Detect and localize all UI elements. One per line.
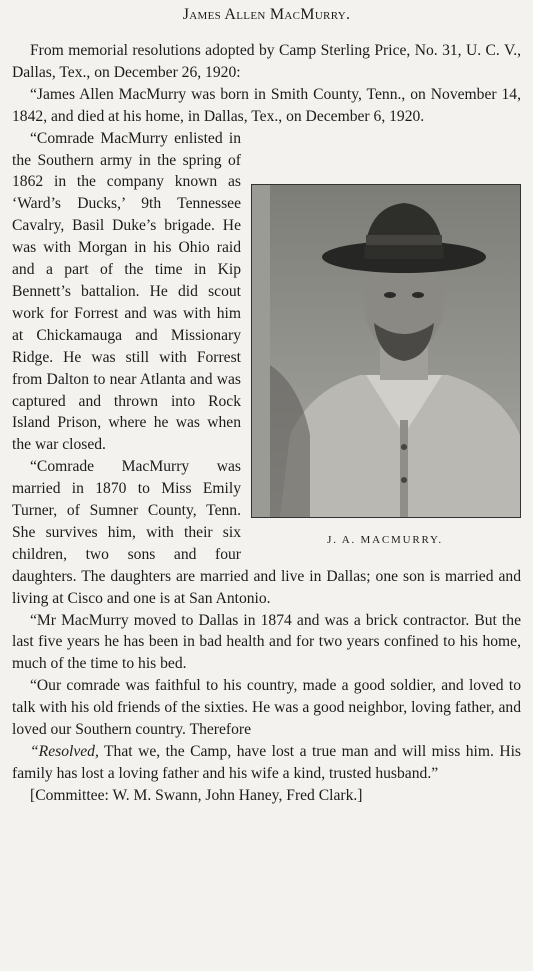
paragraph-family: “Comrade MacMurry was married in 1870 to Miss Emily Turner, of Sumner County, Tenn. She survives him, with their six children, two sons and four daughters. The daughters are married and live in Dallas; one son is married and living at Cisco and one is at San Antonio. — [12, 458, 521, 607]
paragraph-career: “Mr MacMurry moved to Dallas in 1874 and was a brick contractor. But the last five years he has been in bad health and for two years confined to his home, much of the time to his bed. — [12, 611, 521, 673]
article-body — [12, 40, 521, 807]
paragraph-intro: From memorial resolutions adopted by Camp Sterling Price, No. 31, U. C. V., Dallas, Tex., on December 26, 1920: — [12, 42, 521, 81]
paragraph-committee: [Committee: W. M. Swann, John Haney, Fred Clark.] — [30, 786, 363, 804]
paragraph-resolution — [12, 741, 521, 785]
paragraph-service: J. A. MACMURRY. “Comrade MacMurry enlisted in the Southern army in the spring of 1862 in the company known as ‘Ward’s Ducks,’ 9th Tennessee Cavalry, Basil Duke’s brigade. He was with Morgan in his Ohio raid and a part of the time in Kip Bennett’s battalion. He did scout work for Forrest and was with him at Chickamauga and Missionary Ridge. He was still with Forrest from Dalton to near Atlanta and was captured and thrown into Rock Island Prison, where he was when the war closed. — [12, 128, 521, 457]
paragraph-birth: “James Allen MacMurry was born in Smith County, Tenn., on November 14, 1842, and died at his home, in Dallas, Tex., on December 6, 1920. — [12, 85, 521, 125]
portrait-caption: J. A. MACMURRY. — [327, 533, 443, 546]
page-title: James Allen MacMurry. — [182, 6, 351, 23]
portrait-figure — [249, 174, 521, 559]
portrait-photo — [251, 184, 521, 518]
portrait-image — [270, 185, 521, 517]
resolved-italic: “Resolved, — [30, 743, 99, 760]
paragraph-character: “Our comrade was faithful to his country, made a good soldier, and loved to talk with his old friends of the sixties. He was a good neighbor, loving father, and loved our Southern country. Therefore — [12, 677, 521, 739]
resolution-text: That we, the Camp, have lost a true man and will miss him. His family has lost a loving father and his wife a kind, trusted husband.” — [12, 743, 521, 782]
